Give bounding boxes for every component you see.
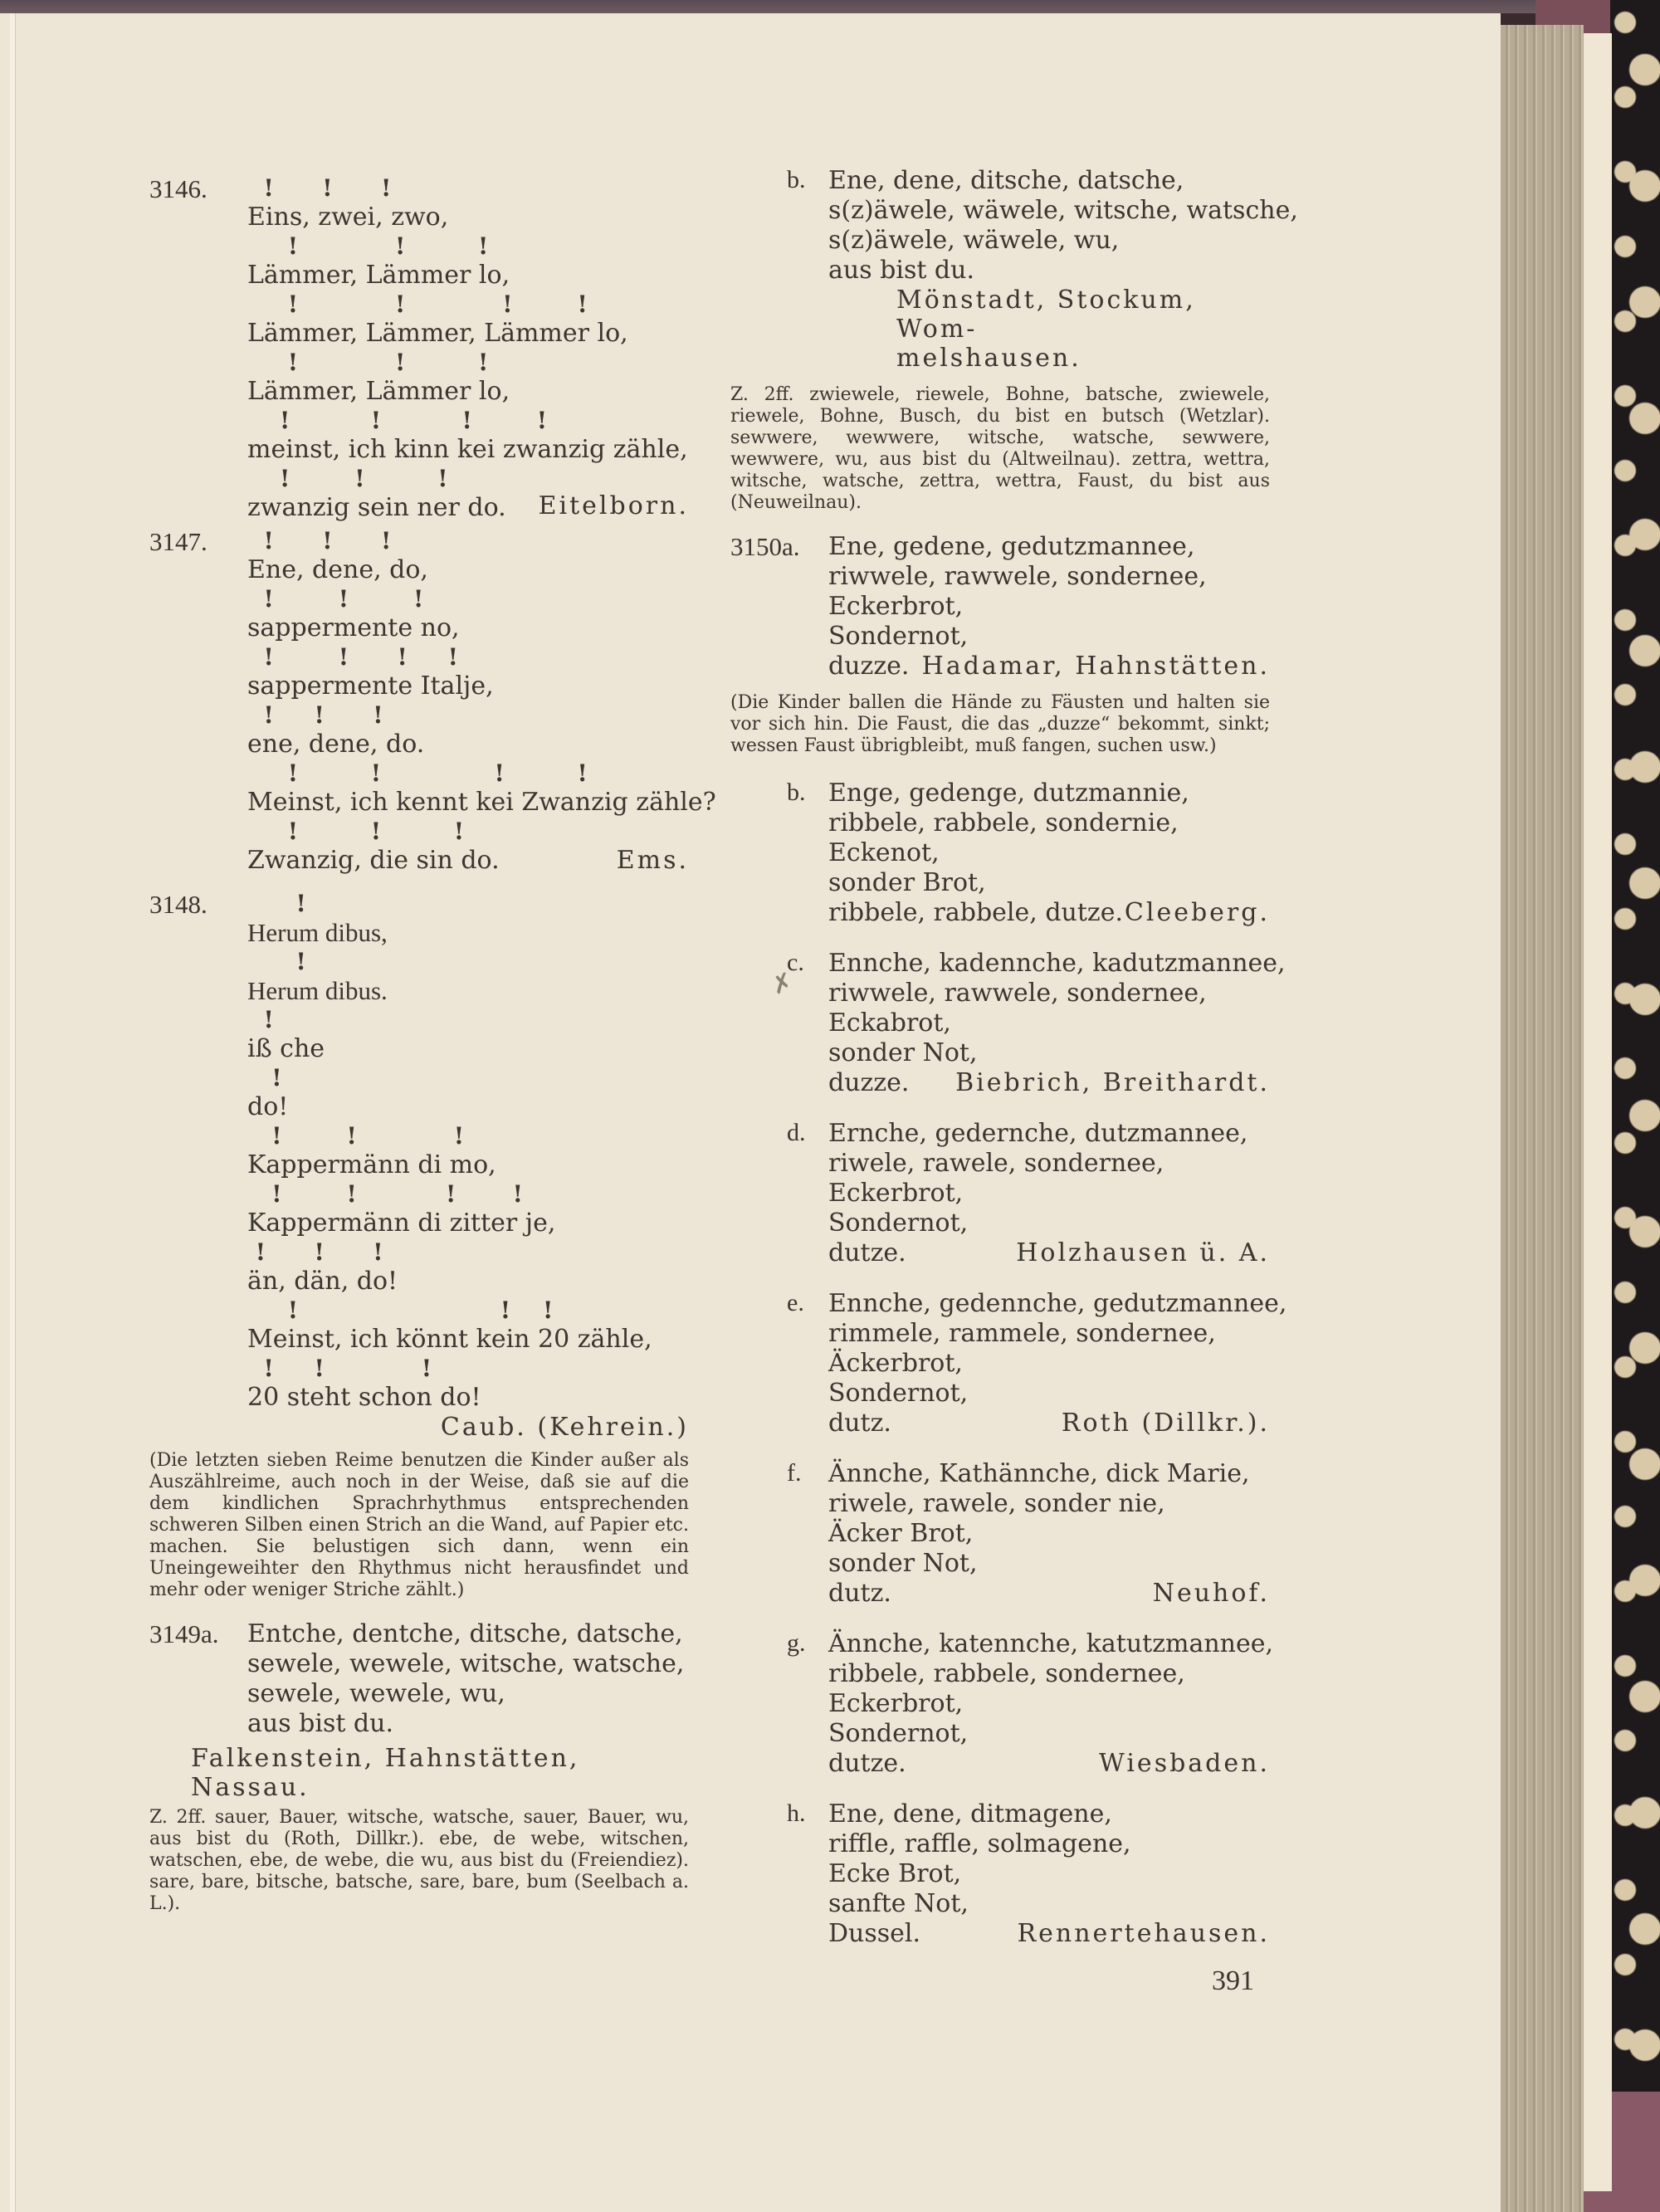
place-name: Neuhof.	[1152, 1579, 1270, 1608]
entry-number: 3150a.	[730, 532, 800, 561]
rhyme-line: Eckabrot,	[828, 1008, 951, 1038]
stress-marks: !	[247, 890, 306, 917]
stress-marks: ! ! !	[247, 1238, 383, 1266]
rhyme-line: Ännche, Kathännche, dick Marie,	[828, 1459, 1250, 1488]
stress-marks: !	[247, 948, 306, 975]
entry-3148	[149, 890, 689, 1442]
place-name: Ems.	[616, 846, 689, 875]
place-name: Holzhausen ü. A.	[1016, 1238, 1270, 1267]
stress-marks: ! ! ! !	[247, 407, 548, 434]
rhyme-lines	[247, 1619, 689, 1739]
variant-entry	[730, 779, 1270, 927]
entry-3149a	[149, 1619, 689, 1915]
page-edge	[1584, 33, 1612, 2191]
rhyme-line: Lämmer, Lämmer, Lämmer lo,	[247, 319, 628, 348]
rhyme-lines	[828, 166, 1298, 286]
rhyme-line: sonder Brot,	[828, 868, 986, 897]
rhyme-line: Zwanzig, die sin do.	[247, 846, 500, 875]
rhyme-line: Eins, zwei, zwo,	[247, 203, 449, 232]
variant-entry	[730, 1459, 1270, 1608]
gutter	[10, 13, 16, 2212]
variants-note: Z. 2ff. zwiewele, riewele, Bohne, batsche, zwiewele, riewele, Bohne, Busch, du bist en butsch (Wetzlar). sewwere, wewwere, witsche, watsche, sewwere, wewwere, wu, aus bist du (Altweilnau). zettra, wettra, witsche, watsche, zettra, wettra, Faust, du bist aus (Neuweilnau).	[730, 384, 1270, 513]
rhyme-line: Ene, dene, ditsche, datsche,	[828, 166, 1184, 195]
page-number: 391	[1212, 1965, 1254, 1996]
rhyme-line: sonder Not,	[828, 1038, 978, 1067]
variant-label: h.	[787, 1799, 806, 1827]
rhyme-line: dutze.	[828, 1749, 906, 1778]
page-stack-edges	[1501, 25, 1584, 2212]
stress-marks: ! ! !	[247, 465, 448, 492]
rhyme-line: sappermente no,	[247, 613, 460, 642]
explanatory-note: (Die Kinder ballen die Hände zu Fäusten und halten sie vor sich hin. Die Faust, die das „duzze“ bekommt, sinkt; wessen Faust übrigbleibt, muß fangen, suchen usw.)	[730, 692, 1270, 756]
rhyme-line: dutze.	[828, 1238, 906, 1267]
book-cover-marbled	[1610, 0, 1660, 2212]
left-column	[149, 174, 716, 1915]
rhyme-lines	[247, 527, 716, 876]
variant-label: d.	[787, 1119, 806, 1146]
rhyme-line: Enge, gedenge, dutzmannie,	[828, 779, 1189, 808]
rhyme-line: Ecke Brot,	[828, 1859, 962, 1888]
rhyme-line: Sondernot,	[828, 1379, 969, 1408]
variant-entry	[730, 1799, 1270, 1948]
rhyme-line: Herum dibus,	[247, 918, 388, 947]
rhyme-line: do!	[247, 1092, 289, 1121]
place-name: Caub. (Kehrein.)	[440, 1413, 689, 1442]
place-name: melshausen.	[896, 344, 1081, 373]
rhyme-line: Lämmer, Lämmer lo,	[247, 377, 510, 406]
rhyme-line: Ernche, gedernche, dutzmannee,	[828, 1119, 1248, 1148]
rhyme-line: riffle, raffle, solmagene,	[828, 1829, 1131, 1858]
place-name: Biebrich, Breithardt.	[955, 1068, 1270, 1097]
rhyme-line: sappermente Italje,	[247, 671, 494, 701]
place-name: Wiesbaden.	[1099, 1749, 1270, 1778]
rhyme-line: Entche, dentche, ditsche, datsche,	[247, 1619, 683, 1648]
rhyme-line: dutz.	[828, 1409, 891, 1438]
variant-label: g.	[787, 1629, 806, 1657]
rhyme-line: rimmele, rammele, sondernee,	[828, 1319, 1216, 1348]
variant-entry	[730, 1629, 1274, 1778]
stress-marks: !	[247, 1006, 274, 1033]
place-name: Rennertehausen.	[1017, 1919, 1270, 1948]
rhyme-line: Äcker Brot,	[828, 1519, 974, 1548]
rhyme-line: duzze.	[828, 1068, 910, 1097]
rhyme-line: zwanzig sein ner do.	[247, 493, 506, 522]
rhyme-line: ribbele, rabbele, sondernee,	[828, 1659, 1185, 1688]
rhyme-line: Ene, gedene, gedutzmannee,	[828, 532, 1195, 561]
rhyme-lines	[247, 174, 689, 523]
stress-marks: ! ! !	[247, 1122, 465, 1150]
entry-3150a	[730, 532, 1270, 757]
rhyme-line: Eckerbrot,	[828, 1179, 964, 1208]
right-column	[730, 166, 1298, 1948]
rhyme-line: iß che	[247, 1034, 325, 1063]
rhyme-line: 20 steht schon do!	[247, 1383, 481, 1412]
stress-marks: ! ! !	[247, 1296, 554, 1324]
stress-marks: ! ! ! !	[247, 643, 458, 671]
rhyme-line: Ennche, gedennche, gedutzmannee,	[828, 1289, 1287, 1318]
rhyme-line: riwwele, rawwele, sondernee,	[828, 562, 1207, 591]
rhyme-line: sanfte Not,	[828, 1889, 969, 1918]
rhyme-line: sonder Not,	[828, 1549, 978, 1578]
place-name: Mönstadt, Stockum, Wom-	[896, 286, 1196, 344]
place-name: Hadamar, Hahnstätten.	[921, 652, 1270, 681]
variant-entry	[730, 1289, 1287, 1438]
entry-number: 3148.	[149, 890, 208, 919]
rhyme-line: Dussel.	[828, 1919, 921, 1948]
variant-label: c.	[787, 949, 804, 976]
variant-label: b.	[787, 779, 806, 806]
variant-entry	[730, 949, 1286, 1097]
entry-number: 3146.	[149, 174, 208, 203]
stress-marks: ! ! !	[247, 818, 465, 845]
rhyme-line: aus bist du.	[247, 1709, 393, 1738]
rhyme-line: Eckenot,	[828, 838, 940, 867]
variant-label: f.	[787, 1459, 802, 1487]
rhyme-line: Sondernot,	[828, 622, 969, 651]
stress-marks: ! ! !	[247, 232, 489, 260]
rhyme-line: Herum dibus.	[247, 976, 388, 1005]
entry-number: 3149a.	[149, 1619, 219, 1648]
book-binding-top	[0, 0, 1660, 13]
rhyme-line: ribbele, rabbele, sondernie,	[828, 808, 1179, 837]
rhyme-line: duzze.	[828, 652, 910, 681]
rhyme-line: Lämmer, Lämmer lo,	[247, 261, 510, 290]
stress-marks: !	[247, 1064, 282, 1091]
stress-marks: ! ! ! !	[247, 1180, 523, 1208]
place-name: Falkenstein, Hahnstätten, Nassau.	[191, 1744, 580, 1802]
rhyme-line: än, dän, do!	[247, 1267, 398, 1296]
rhyme-line: Ene, dene, do,	[247, 555, 428, 584]
rhyme-line: riwwele, rawwele, sondernee,	[828, 979, 1207, 1008]
rhyme-line: dutz.	[828, 1579, 891, 1608]
rhyme-line: Ennche, kadennche, kadutzmannee,	[828, 949, 1286, 978]
stress-marks: ! ! !	[247, 1355, 432, 1382]
rhyme-line: s(z)äwele, wäwele, wu,	[828, 226, 1120, 255]
entry-3147	[149, 527, 716, 875]
rhyme-line: sewele, wewele, wu,	[247, 1679, 505, 1708]
place-name: Eitelborn.	[538, 491, 689, 520]
rhyme-line: ribbele, rabbele, dutze.	[828, 898, 1124, 927]
stress-marks: ! ! !	[247, 527, 392, 554]
rhyme-line: Kappermänn di zitter je,	[247, 1209, 556, 1238]
rhyme-line: Meinst, ich kennt kei Zwanzig zähle?	[247, 788, 716, 817]
entry-number: 3147.	[149, 527, 208, 556]
explanatory-note: (Die letzten sieben Reime benutzen die Kinder außer als Auszählreime, auch noch in der Weise, daß sie auf die dem kindlichen Sprachrhythmus entsprechenden schweren Silben einen Strich an die Wand, auf Papier etc. machen. Sie belustigen sich dann, wenn ein Uneingeweihter den Rhythmus nicht herausfindet und mehr oder weniger Striche zählt.)	[149, 1450, 689, 1600]
rhyme-line: Sondernot,	[828, 1209, 969, 1238]
stress-marks: ! ! !	[247, 585, 424, 613]
rhyme-line: Kappermänn di mo,	[247, 1150, 496, 1179]
entry-3149b	[730, 166, 1298, 514]
variants-note: Z. 2ff. sauer, Bauer, witsche, watsche, sauer, Bauer, wu, aus bist du (Roth, Dillkr.). ebe, de webe, witschen, watschen, ebe, de webe, die wu, aus bist du (Freiendiez). sare, bare, bitsche, batsche, sare, bare, bum (Seelbach a. L.).	[149, 1807, 689, 1914]
stress-marks: ! ! ! !	[247, 759, 588, 787]
stress-marks: ! ! !	[247, 174, 392, 202]
variant-entry	[730, 1119, 1270, 1267]
rhyme-line: ene, dene, do.	[247, 730, 425, 759]
rhyme-line: meinst, ich kinn kei zwanzig zähle,	[247, 435, 688, 464]
entry-3146	[149, 174, 689, 520]
place-name: Roth (Dillkr.).	[1061, 1409, 1270, 1438]
rhyme-line: Eckerbrot,	[828, 1689, 964, 1718]
rhyme-lines	[247, 890, 689, 1413]
rhyme-line: aus bist du.	[828, 256, 974, 285]
rhyme-line: Ännche, katennche, katutzmannee,	[828, 1629, 1274, 1658]
stress-marks: ! ! !	[247, 349, 489, 376]
rhyme-line: Eckerbrot,	[828, 592, 964, 621]
place-name: Cleeberg.	[1124, 898, 1270, 927]
stress-marks: ! ! !	[247, 701, 383, 729]
variant-label: b.	[787, 166, 806, 193]
rhyme-line: Meinst, ich könnt kein 20 zähle,	[247, 1325, 652, 1354]
rhyme-line: Ene, dene, ditmagene,	[828, 1799, 1112, 1829]
variant-label: e.	[787, 1289, 804, 1316]
variant-list	[730, 779, 1287, 1948]
stress-marks: ! ! ! !	[247, 291, 588, 318]
rhyme-line: Äckerbrot,	[828, 1349, 963, 1378]
rhyme-line: riwele, rawele, sonder nie,	[828, 1489, 1165, 1518]
pencil-mark: ✗	[767, 966, 798, 1002]
rhyme-line: sewele, wewele, witsche, watsche,	[247, 1649, 685, 1678]
rhyme-line: s(z)äwele, wäwele, witsche, watsche,	[828, 196, 1298, 225]
rhyme-line: Sondernot,	[828, 1719, 969, 1748]
rhyme-line: riwele, rawele, sondernee,	[828, 1149, 1164, 1178]
